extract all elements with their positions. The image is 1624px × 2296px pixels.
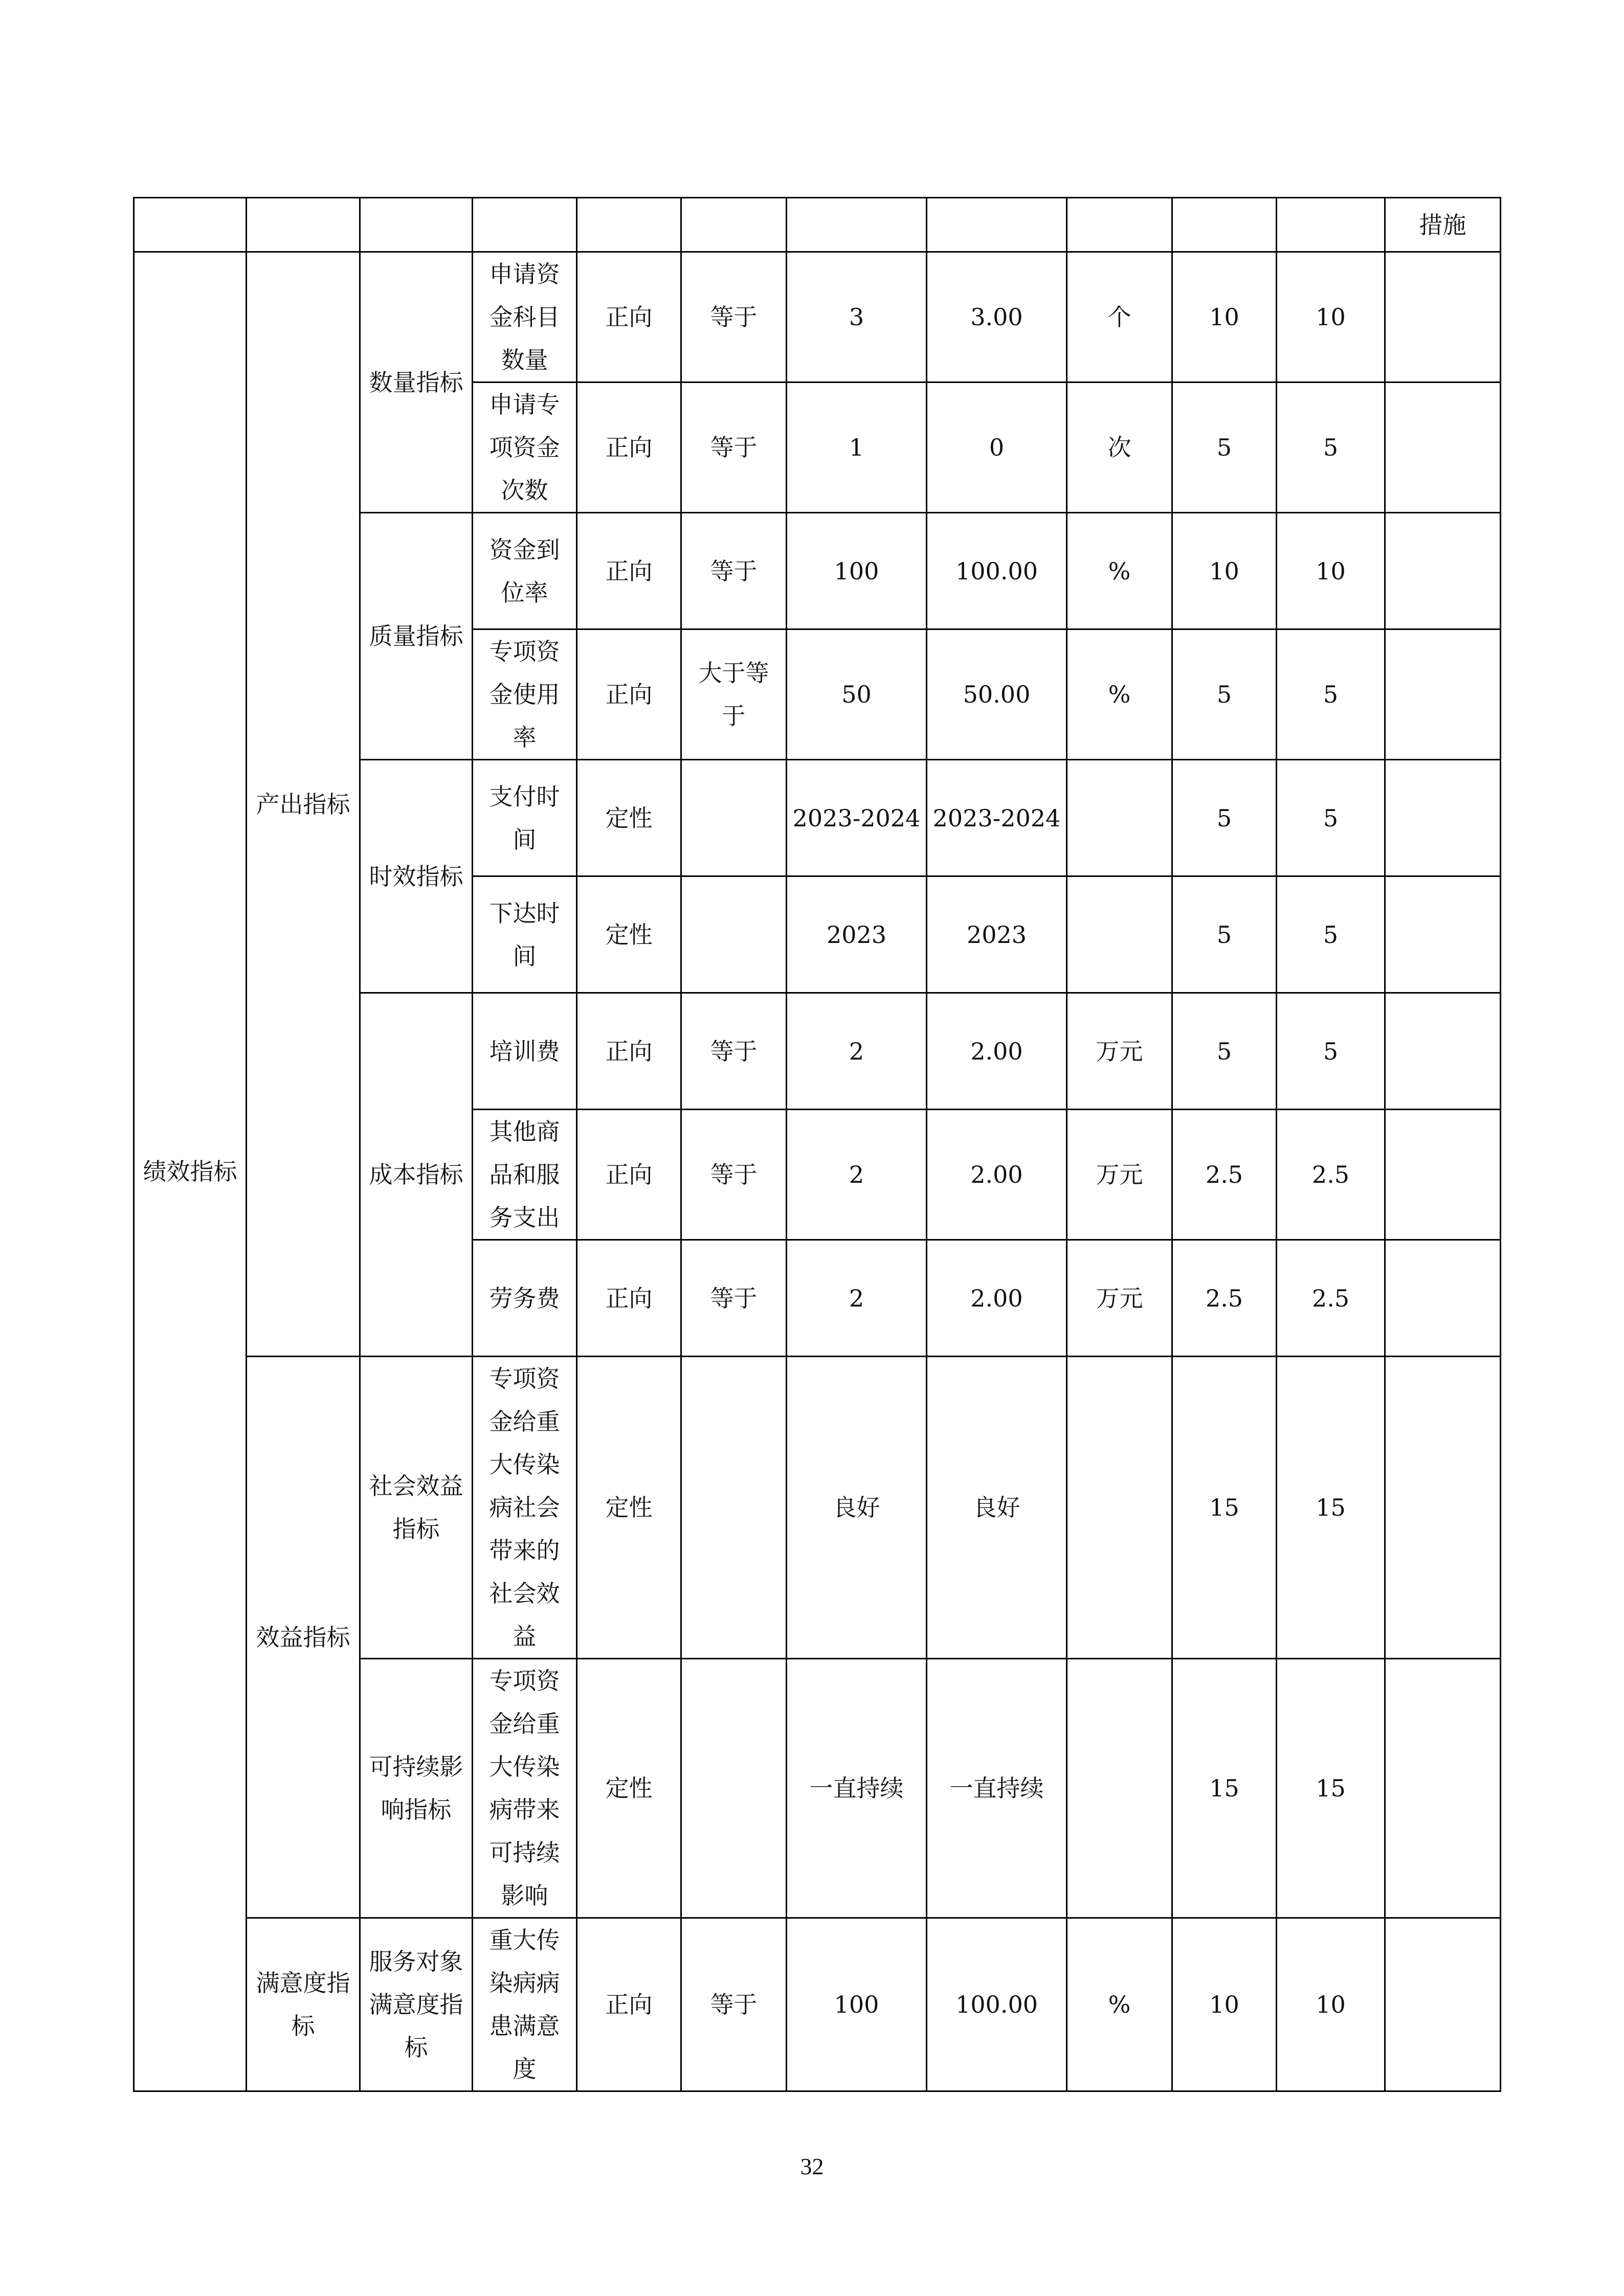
table-row <box>134 1357 1501 1659</box>
indicator-note <box>1385 1240 1501 1357</box>
subgroup-social: 社会效益指标 <box>360 1357 473 1659</box>
indicator-operator: 等于 <box>681 513 787 629</box>
indicator-direction: 正向 <box>577 993 681 1110</box>
table-row <box>134 252 1501 382</box>
header-cell <box>360 198 473 252</box>
indicator-target: 3 <box>787 252 927 382</box>
indicator-weight: 5 <box>1172 629 1277 760</box>
indicator-operator: 等于 <box>681 1110 787 1240</box>
header-cell <box>1172 198 1277 252</box>
indicator-operator <box>681 1357 787 1659</box>
indicator-name: 专项资金使用率 <box>473 629 577 760</box>
indicator-target: 1 <box>787 382 927 513</box>
indicator-unit: % <box>1067 629 1172 760</box>
indicator-score: 10 <box>1277 252 1385 382</box>
indicator-direction: 正向 <box>577 252 681 382</box>
indicator-weight: 10 <box>1172 1918 1277 2091</box>
indicator-actual: 50.00 <box>927 629 1067 760</box>
indicator-name: 重大传染病病患满意度 <box>473 1918 577 2091</box>
level1-cell: 绩效指标 <box>134 252 247 2091</box>
group-benefit: 效益指标 <box>247 1357 360 1918</box>
indicator-operator: 等于 <box>681 252 787 382</box>
indicator-operator <box>681 1659 787 1918</box>
indicator-actual: 一直持续 <box>927 1659 1067 1918</box>
indicator-name: 支付时间 <box>473 760 577 876</box>
indicator-direction: 正向 <box>577 382 681 513</box>
indicator-note <box>1385 629 1501 760</box>
performance-indicator-table <box>133 197 1501 2092</box>
indicator-operator: 等于 <box>681 382 787 513</box>
indicator-actual: 2.00 <box>927 1240 1067 1357</box>
indicator-note <box>1385 993 1501 1110</box>
indicator-operator: 等于 <box>681 1918 787 2091</box>
indicator-target: 100 <box>787 1918 927 2091</box>
subgroup-quality: 质量指标 <box>360 513 473 760</box>
indicator-unit: 个 <box>1067 252 1172 382</box>
indicator-unit <box>1067 760 1172 876</box>
indicator-score: 2.5 <box>1277 1240 1385 1357</box>
indicator-actual: 2023 <box>927 876 1067 993</box>
indicator-operator: 大于等于 <box>681 629 787 760</box>
header-cell <box>787 198 927 252</box>
indicator-score: 10 <box>1277 1918 1385 2091</box>
indicator-weight: 10 <box>1172 252 1277 382</box>
indicator-name: 专项资金给重大传染病社会带来的社会效益 <box>473 1357 577 1659</box>
indicator-actual: 100.00 <box>927 1918 1067 2091</box>
indicator-actual: 0 <box>927 382 1067 513</box>
indicator-target: 一直持续 <box>787 1659 927 1918</box>
indicator-score: 5 <box>1277 760 1385 876</box>
header-cell <box>927 198 1067 252</box>
indicator-direction: 定性 <box>577 760 681 876</box>
indicator-actual: 100.00 <box>927 513 1067 629</box>
indicator-weight: 5 <box>1172 760 1277 876</box>
group-output: 产出指标 <box>247 252 360 1357</box>
indicator-note <box>1385 1110 1501 1240</box>
indicator-operator: 等于 <box>681 1240 787 1357</box>
indicator-unit: % <box>1067 513 1172 629</box>
indicator-score: 5 <box>1277 876 1385 993</box>
indicator-weight: 15 <box>1172 1659 1277 1918</box>
indicator-note <box>1385 1659 1501 1918</box>
indicator-direction: 定性 <box>577 876 681 993</box>
indicator-weight: 5 <box>1172 876 1277 993</box>
indicator-score: 10 <box>1277 513 1385 629</box>
indicator-target: 2 <box>787 1240 927 1357</box>
indicator-weight: 5 <box>1172 382 1277 513</box>
indicator-operator <box>681 760 787 876</box>
indicator-note <box>1385 1357 1501 1659</box>
indicator-direction: 定性 <box>577 1357 681 1659</box>
table-row <box>134 1918 1501 2091</box>
page-number: 32 <box>800 2153 824 2179</box>
indicator-direction: 正向 <box>577 1240 681 1357</box>
indicator-actual: 2023-2024 <box>927 760 1067 876</box>
indicator-score: 2.5 <box>1277 1110 1385 1240</box>
indicator-unit: 万元 <box>1067 1110 1172 1240</box>
indicator-name: 培训费 <box>473 993 577 1110</box>
subgroup-timeliness: 时效指标 <box>360 760 473 993</box>
indicator-unit: 次 <box>1067 382 1172 513</box>
indicator-score: 5 <box>1277 993 1385 1110</box>
indicator-name: 专项资金给重大传染病带来可持续影响 <box>473 1659 577 1918</box>
table-header-row <box>134 198 1501 252</box>
indicator-actual: 3.00 <box>927 252 1067 382</box>
indicator-target: 2023-2024 <box>787 760 927 876</box>
subgroup-service: 服务对象满意度指标 <box>360 1918 473 2091</box>
indicator-name: 劳务费 <box>473 1240 577 1357</box>
indicator-score: 5 <box>1277 382 1385 513</box>
indicator-weight: 2.5 <box>1172 1240 1277 1357</box>
subgroup-cost: 成本指标 <box>360 993 473 1357</box>
indicator-score: 5 <box>1277 629 1385 760</box>
header-cell <box>247 198 360 252</box>
indicator-score: 15 <box>1277 1357 1385 1659</box>
indicator-score: 15 <box>1277 1659 1385 1918</box>
indicator-actual: 2.00 <box>927 993 1067 1110</box>
indicator-direction: 定性 <box>577 1659 681 1918</box>
indicator-weight: 2.5 <box>1172 1110 1277 1240</box>
indicator-actual: 2.00 <box>927 1110 1067 1240</box>
header-cell <box>577 198 681 252</box>
indicator-weight: 5 <box>1172 993 1277 1110</box>
header-cell <box>1067 198 1172 252</box>
header-cell <box>681 198 787 252</box>
header-cell-measures: 措施 <box>1385 198 1501 252</box>
indicator-direction: 正向 <box>577 629 681 760</box>
indicator-unit <box>1067 876 1172 993</box>
indicator-target: 良好 <box>787 1357 927 1659</box>
indicator-direction: 正向 <box>577 1110 681 1240</box>
indicator-actual: 良好 <box>927 1357 1067 1659</box>
indicator-unit: % <box>1067 1918 1172 2091</box>
indicator-operator <box>681 876 787 993</box>
header-cell <box>1277 198 1385 252</box>
indicator-name: 其他商品和服务支出 <box>473 1110 577 1240</box>
indicator-target: 100 <box>787 513 927 629</box>
indicator-operator: 等于 <box>681 993 787 1110</box>
header-cell <box>473 198 577 252</box>
indicator-target: 50 <box>787 629 927 760</box>
indicator-name: 申请专项资金次数 <box>473 382 577 513</box>
indicator-unit: 万元 <box>1067 1240 1172 1357</box>
indicator-unit: 万元 <box>1067 993 1172 1110</box>
indicator-name: 下达时间 <box>473 876 577 993</box>
indicator-note <box>1385 513 1501 629</box>
group-satisfaction: 满意度指标 <box>247 1918 360 2091</box>
indicator-direction: 正向 <box>577 1918 681 2091</box>
indicator-note <box>1385 876 1501 993</box>
indicator-unit <box>1067 1357 1172 1659</box>
indicator-note <box>1385 760 1501 876</box>
indicator-name: 资金到位率 <box>473 513 577 629</box>
indicator-note <box>1385 382 1501 513</box>
indicator-weight: 10 <box>1172 513 1277 629</box>
indicator-target: 2023 <box>787 876 927 993</box>
indicator-unit <box>1067 1659 1172 1918</box>
indicator-target: 2 <box>787 993 927 1110</box>
indicator-direction: 正向 <box>577 513 681 629</box>
subgroup-sustain: 可持续影响指标 <box>360 1659 473 1918</box>
indicator-weight: 15 <box>1172 1357 1277 1659</box>
subgroup-quantity: 数量指标 <box>360 252 473 513</box>
indicator-target: 2 <box>787 1110 927 1240</box>
indicator-name: 申请资金科目数量 <box>473 252 577 382</box>
indicator-note <box>1385 252 1501 382</box>
header-cell <box>134 198 247 252</box>
indicator-note <box>1385 1918 1501 2091</box>
